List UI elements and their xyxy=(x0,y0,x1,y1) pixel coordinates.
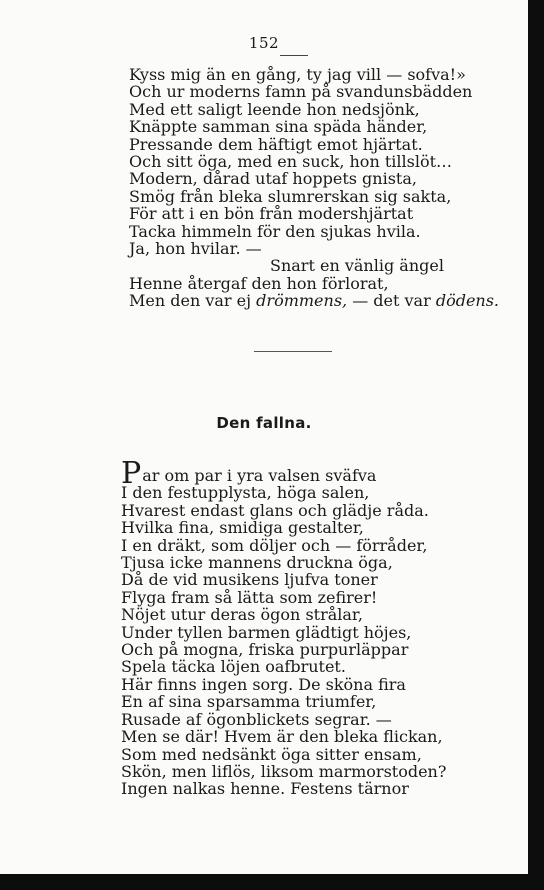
verse-line: Rusade af ögonblickets segrar. — xyxy=(121,709,392,729)
page-number-underline xyxy=(280,55,308,56)
verse-line: Hvilka fina, smidiga gestalter, xyxy=(121,518,364,538)
poem-continuation xyxy=(129,66,499,310)
verse-line: Knäppte samman sina späda händer, xyxy=(129,117,428,137)
section-title: Den fallna. xyxy=(216,414,312,432)
scan-border-bottom xyxy=(0,874,544,890)
verse-line: Men se där! Hvem är den bleka flickan, xyxy=(121,727,443,747)
verse-line: Och sitt öga, med en suck, hon tillslöt… xyxy=(129,152,452,172)
verse-line: Tjusa icke mannens druckna öga, xyxy=(121,553,393,573)
verse-line: Spela täcka löjen oafbrutet. xyxy=(121,657,346,677)
verse-line: Under tyllen barmen glädtigt höjes, xyxy=(121,622,412,642)
poem-den-fallna xyxy=(121,456,447,799)
verse-line: I en dräkt, som döljer och — förråder, xyxy=(121,535,428,555)
scan-border-right xyxy=(528,0,544,890)
verse-line: Hvarest endast glans och glädje råda. xyxy=(121,500,429,520)
verse-line: Som med nedsänkt öga sitter ensam, xyxy=(121,744,422,764)
verse-line: Ingen nalkas henne. Festens tärnor xyxy=(121,779,409,799)
verse-text: Men den var ej xyxy=(129,291,257,311)
verse-line-indented: Snart en vänlig ängel xyxy=(270,256,444,276)
verse-line-first xyxy=(121,456,446,491)
verse-line: Då de vid musikens ljufva toner xyxy=(121,570,378,590)
verse-line: En af sina sparsamma triumfer, xyxy=(121,692,377,712)
verse-line: Med ett saligt leende hon nedsjönk, xyxy=(129,99,420,119)
verse-line: Skön, men liflös, liksom marmorstoden? xyxy=(121,761,447,781)
verse-line: Och på mogna, friska purpurläppar xyxy=(121,640,409,660)
verse-line: I den festupplysta, höga salen, xyxy=(121,483,370,503)
verse-line: Modern, dårad utaf hoppets gnista, xyxy=(129,169,417,189)
section-divider xyxy=(254,351,332,352)
verse-line: Tacka himmeln för den sjukas hvila. xyxy=(129,221,421,241)
verse-line: Här finns ingen sorg. De sköna fira xyxy=(121,674,406,694)
verse-line: Henne återgaf den hon förlorat, xyxy=(129,273,389,293)
verse-text: ar om par i yra valsen sväfva xyxy=(142,466,377,485)
verse-line: Smög från bleka slumrerskan sig sakta, xyxy=(129,186,452,206)
verse-line: Pressande dem häftigt emot hjärtat. xyxy=(129,134,423,154)
verse-italic-text: drömmens, xyxy=(256,291,348,311)
verse-line: Och ur moderns famn på svandunsbädden xyxy=(129,82,473,102)
verse-line: Flyga fram så lätta som zefirer! xyxy=(121,587,378,607)
verse-line: Nöjet utur deras ögon strålar, xyxy=(121,605,363,625)
verse-line: Ja, hon hvilar. — xyxy=(129,239,262,259)
verse-line-last xyxy=(129,292,499,309)
verse-line: Kyss mig än en gång, ty jag vill — sofva!» xyxy=(129,65,466,84)
drop-cap: P xyxy=(121,456,142,491)
verse-italic-text: dödens. xyxy=(435,291,500,311)
verse-text: — det var xyxy=(347,291,436,311)
page-number: 152 xyxy=(248,34,280,52)
verse-line: För att i en bön från modershjärtat xyxy=(129,204,414,224)
